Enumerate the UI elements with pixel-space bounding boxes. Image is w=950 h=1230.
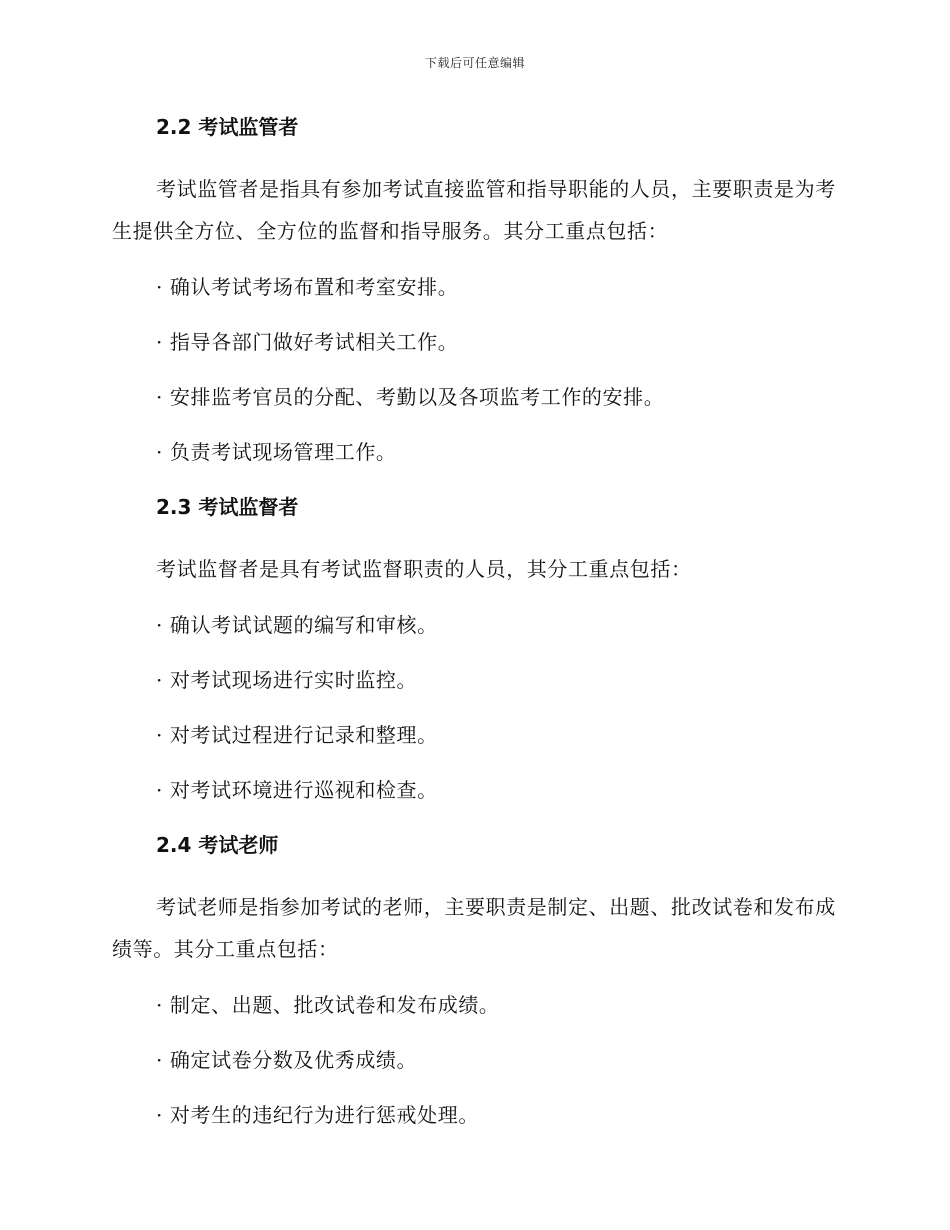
header-note: 下载后可任意编辑 bbox=[424, 56, 525, 70]
bullet-item: · 对考生的违纪行为进行惩戒处理。 bbox=[156, 1103, 479, 1127]
bullet-item: · 确定试卷分数及优秀成绩。 bbox=[156, 1048, 418, 1072]
bullet-item: · 安排监考官员的分配、考勤以及各项监考工作的安排。 bbox=[156, 385, 665, 409]
bullet-item: · 对考试现场进行实时监控。 bbox=[156, 668, 418, 692]
section-paragraph: 考试监督者是具有考试监督职责的人员，其分工重点包括： bbox=[156, 557, 692, 581]
bullet-item: · 确认考试考场布置和考室安排。 bbox=[156, 275, 459, 299]
bullet-item: · 对考试环境进行巡视和检查。 bbox=[156, 778, 438, 802]
section-heading: 2.4 考试老师 bbox=[156, 833, 279, 857]
section-2-3 bbox=[112, 492, 838, 830]
section-heading: 2.2 考试监管者 bbox=[156, 115, 299, 139]
bullet-item: · 对考试过程进行记录和整理。 bbox=[156, 723, 438, 747]
bullet-item: · 确认考试试题的编写和审核。 bbox=[156, 613, 438, 637]
bullet-item: · 指导各部门做好考试相关工作。 bbox=[156, 330, 459, 354]
section-2-2 bbox=[112, 112, 838, 492]
section-2-4 bbox=[112, 830, 838, 1130]
bullet-item: · 负责考试现场管理工作。 bbox=[156, 440, 397, 464]
bullet-item: · 制定、出题、批改试卷和发布成绩。 bbox=[156, 993, 500, 1017]
section-heading: 2.3 考试监督者 bbox=[156, 495, 299, 519]
section-paragraph: 考试监管者是指具有参加考试直接监管和指导职能的人员，主要职责是为考生提供全方位、全方位的监督和指导服务。其分工重点包括： bbox=[112, 177, 836, 243]
document-body bbox=[112, 112, 838, 1130]
section-paragraph: 考试老师是指参加考试的老师，主要职责是制定、出题、批改试卷和发布成绩等。其分工重点包括： bbox=[112, 895, 836, 961]
